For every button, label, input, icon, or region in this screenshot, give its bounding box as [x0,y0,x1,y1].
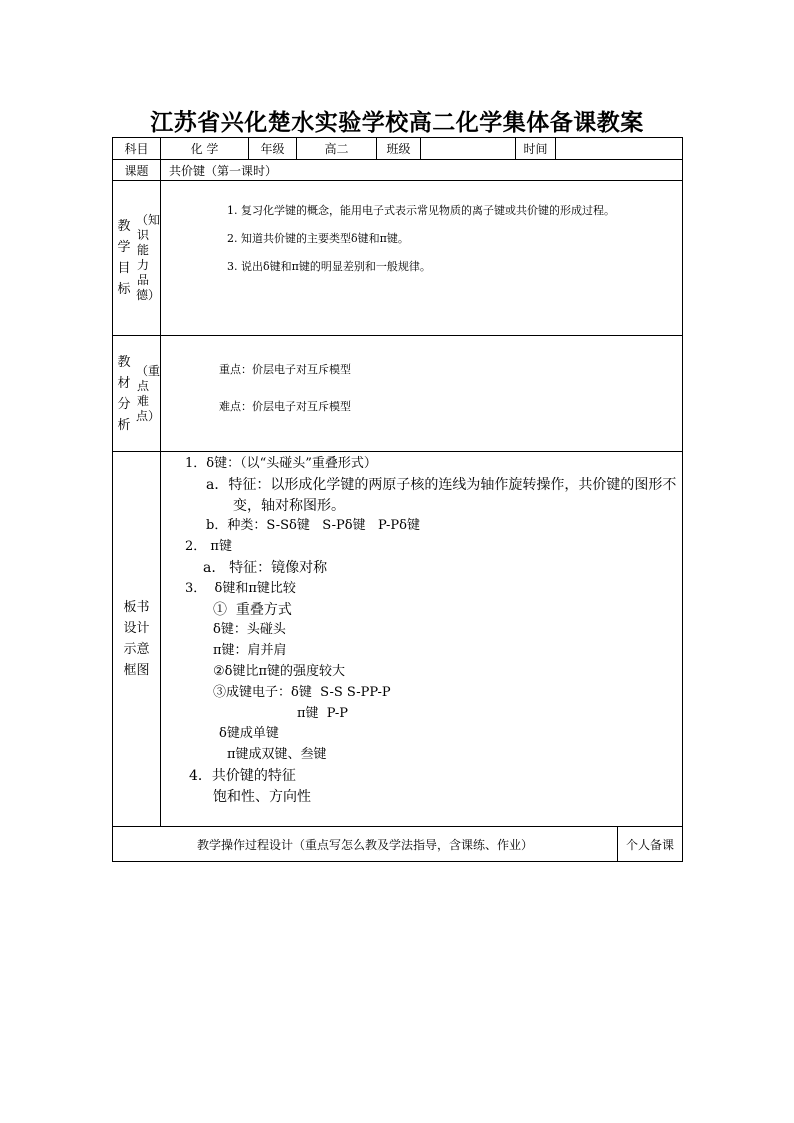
time-value [556,138,683,160]
page-title: 江苏省兴化楚水实验学校高二化学集体备课教案 [150,109,644,136]
key-point: 重点：价层电子对互斥模型 [219,363,351,376]
subject-value: 化 学 [161,138,249,160]
board-line: a．特征：以形成化学键的两原子核的连线为轴作旋转操作，共价键的图形不 [206,476,677,493]
analysis-row [113,336,683,452]
topic-value: 共价键（第一课时） [161,160,683,181]
board-row [113,452,683,827]
objectives-content [161,181,683,336]
board-label-line: 设计 [123,621,150,636]
personal-label: 个人备课 [618,827,683,862]
difficult-point: 难点：价层电子对互斥模型 [219,400,351,413]
board-line: δ键成单键 [219,726,279,742]
objectives-label: 教学目标 [117,219,131,297]
objectives-paren: （知识 能力 品德） [136,213,161,302]
objective-item: 2. 知道共价键的主要类型δ键和π键。 [227,232,409,245]
board-label-line: 板书 [123,600,150,615]
board-line: 饱和性、方向性 [213,788,311,805]
board-line: 3． δ键和π键比较 [185,580,296,596]
board-content [161,452,683,827]
board-label-cell [113,452,161,827]
board-line: a. 特征：镜像对称 [203,559,328,576]
board-line: ① 重叠方式 [213,601,292,618]
objective-item: 3. 说出δ键和π键的明显差别和一般规律。 [227,260,431,273]
board-line: 2． π键 [185,539,232,555]
header-row [113,138,683,160]
footer-row [113,827,683,862]
subject-label: 科目 [113,138,161,160]
board-line: 变，轴对称图形。 [233,497,345,514]
class-value [421,138,516,160]
board-label-line: 示意 [123,642,150,657]
objectives-row [113,181,683,336]
analysis-content [161,336,683,452]
board-line: 1．δ键：（以“头碰头”重叠形式） [185,456,377,471]
board-line: π键成双键、叁键 [227,747,327,763]
grade-label: 年级 [249,138,297,160]
board-line: π键 P-P [297,705,348,721]
objectives-label-cell [113,181,161,336]
board-line: δ键：头碰头 [213,622,286,638]
analysis-label: 教材分析 [117,354,131,433]
board-line: ②δ键比π键的强度较大 [213,663,346,679]
process-label: 教学操作过程设计（重点写怎么教及学法指导，含课练、作业） [113,827,618,862]
analysis-label-cell [113,336,161,452]
topic-label: 课题 [113,160,161,181]
class-label: 班级 [377,138,421,160]
board-label-line: 框图 [123,663,150,678]
board-line: π键：肩并肩 [213,643,287,659]
grade-value: 高二 [297,138,377,160]
board-line: b．种类：S-Sδ键 S-Pδ键 P-Pδ键 [206,518,420,534]
board-line: ③成键电子：δ键 S-S S-PP-P [213,684,391,700]
objective-item: 1. 复习化学键的概念，能用电子式表示常见物质的离子键或共价键的形成过程。 [227,204,615,217]
analysis-paren: （重点 难点） [136,363,161,423]
lesson-plan-table [112,137,683,862]
time-label: 时间 [516,138,556,160]
topic-row [113,160,683,181]
board-line: 4．共价键的特征 [189,767,296,784]
